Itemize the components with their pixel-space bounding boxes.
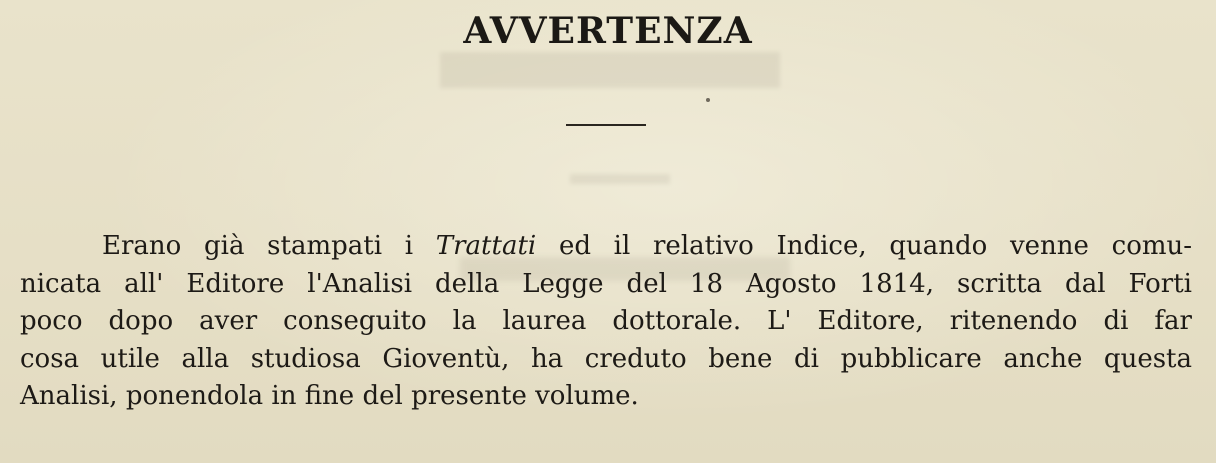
page-heading: AVVERTENZA	[463, 10, 753, 52]
paragraph-line-3: poco dopo aver conseguito la laurea dottorale. L' Editore, ritenendo di far	[20, 306, 1192, 336]
italic-title-trattati: Trattati	[435, 231, 537, 261]
paragraph-line-4: cosa utile alla studiosa Gioventù, ha creduto bene di pubblicare anche questa	[20, 343, 1192, 374]
paragraph-line-5: Analisi, ponendola in fine del presente volume.	[20, 381, 639, 411]
ink-speck	[706, 98, 710, 102]
notice-paragraph	[20, 228, 1192, 416]
paragraph-line-2: nicata all' Editore l'Analisi della Legge del 18 Agosto 1814, scritta dal Forti	[20, 268, 1192, 299]
line-1-text-a: Erano già stampati i	[102, 231, 414, 261]
paragraph-line-1	[20, 228, 1192, 266]
show-through-heading	[440, 52, 780, 88]
line-1-text-b: ed il relativo Indice, quando venne comu-	[558, 231, 1193, 261]
heading-separator-rule	[566, 124, 646, 126]
show-through-rule	[570, 174, 670, 184]
